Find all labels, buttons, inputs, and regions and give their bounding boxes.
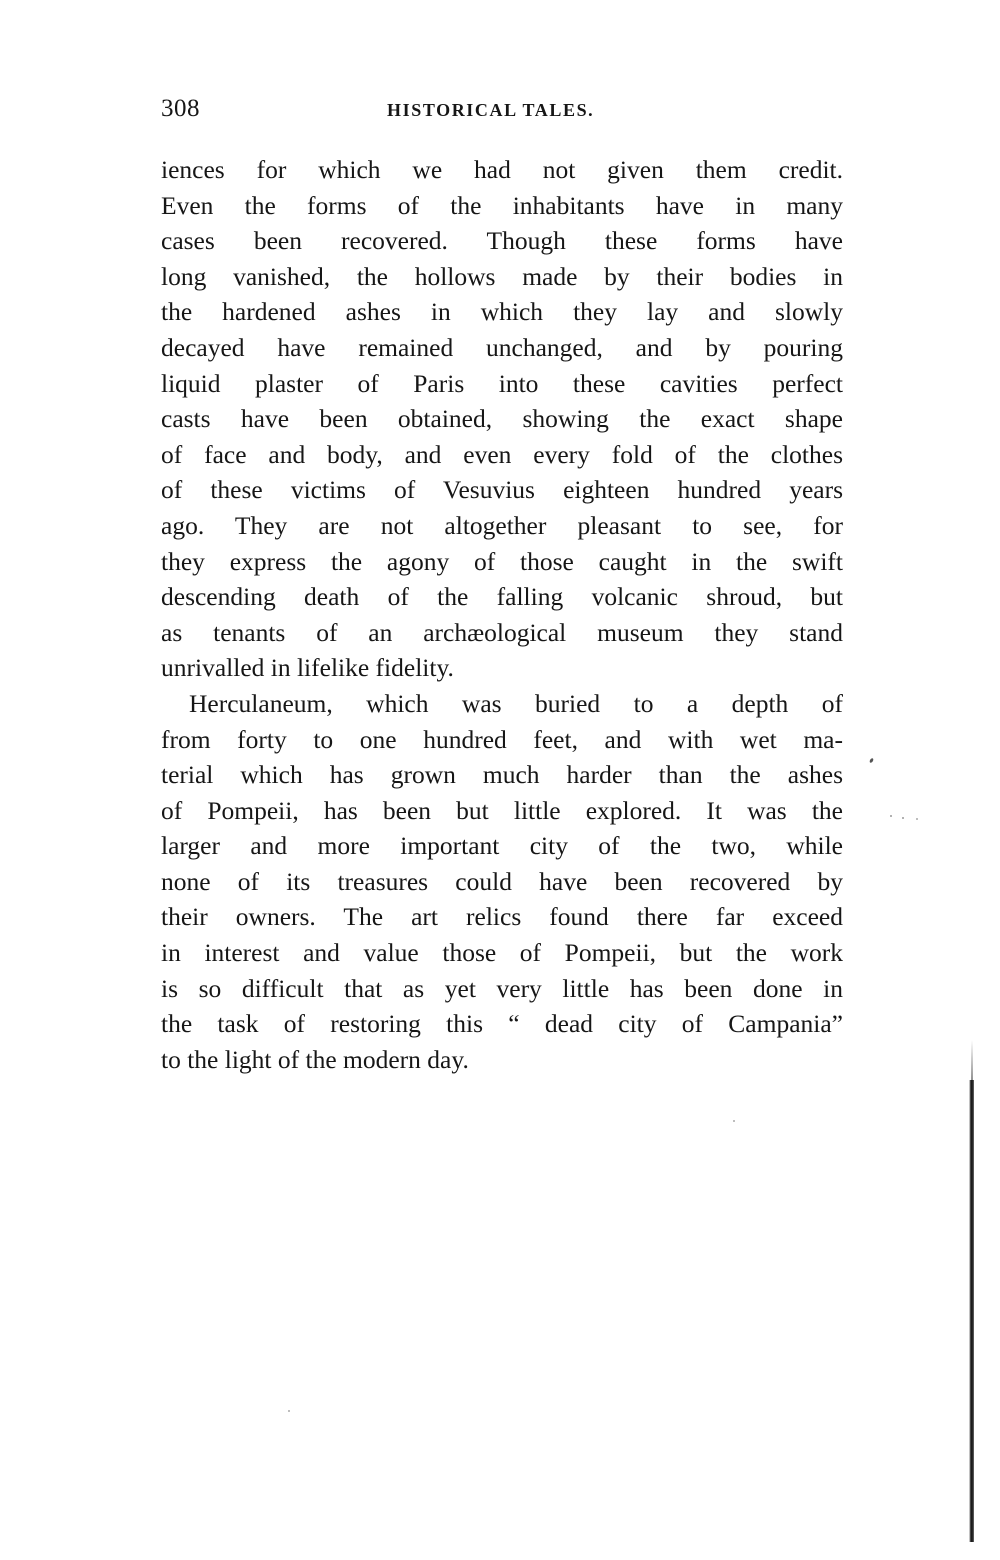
text-line: from forty to one hundred feet, and with wet ma- (161, 724, 843, 754)
text-line: of Pompeii, has been but little explored. It was the (161, 795, 843, 825)
text-line: decayed have remained unchanged, and by pouring (161, 332, 843, 362)
text-line: descending death of the falling volcanic shroud, but (161, 582, 843, 612)
scan-page-edge (969, 1080, 974, 1542)
page-number: 308 (161, 95, 200, 122)
paragraph-1 (161, 152, 843, 686)
text-line: of these victims of Vesuvius eighteen hundred years (161, 475, 843, 505)
text-line: larger and more important city of the two, while (161, 831, 843, 861)
paragraph-2 (161, 686, 843, 1078)
scan-speck (869, 758, 874, 764)
text-line: of face and body, and even every fold of the clothes (161, 439, 843, 469)
text-line: ago. They are not altogether pleasant to see, for (161, 510, 843, 540)
scan-speck (902, 817, 904, 819)
scan-speck (916, 818, 918, 820)
text-line: casts have been obtained, showing the exact shape (161, 404, 843, 434)
body-text (161, 152, 843, 1077)
text-line: iences for which we had not given them credit. (161, 155, 843, 184)
scan-speck (890, 815, 892, 817)
text-line: terial which has grown much harder than the ashes (161, 760, 843, 790)
text-line: is so difficult that as yet very little has been done in (161, 973, 843, 1003)
scan-speck (733, 1120, 735, 1122)
scan-speck (288, 1410, 290, 1412)
text-line: as tenants of an archæological museum they stand (161, 617, 843, 647)
running-head: HISTORICAL TALES. (387, 100, 595, 120)
text-line: their owners. The art relics found there far exceed (161, 902, 843, 932)
text-line: the task of restoring this “ dead city of Campania” (161, 1009, 843, 1039)
text-line: they express the agony of those caught in the swift (161, 546, 843, 576)
text-line: cases been recovered. Though these forms have (161, 226, 843, 256)
page-header (161, 94, 843, 124)
text-line: to the light of the modern day. (161, 1044, 469, 1074)
text-line: in interest and value those of Pompeii, but the work (161, 938, 843, 968)
text-line: liquid plaster of Paris into these cavities perfect (161, 368, 843, 398)
text-line: Even the forms of the inhabitants have in many (161, 190, 843, 220)
text-line: none of its treasures could have been recovered by (161, 866, 843, 896)
text-line: the hardened ashes in which they lay and slowly (161, 297, 843, 327)
text-line: Herculaneum, which was buried to a depth of (189, 688, 843, 718)
text-line: unrivalled in lifelike fidelity. (161, 653, 454, 683)
text-line: long vanished, the hollows made by their bodies in (161, 261, 843, 291)
